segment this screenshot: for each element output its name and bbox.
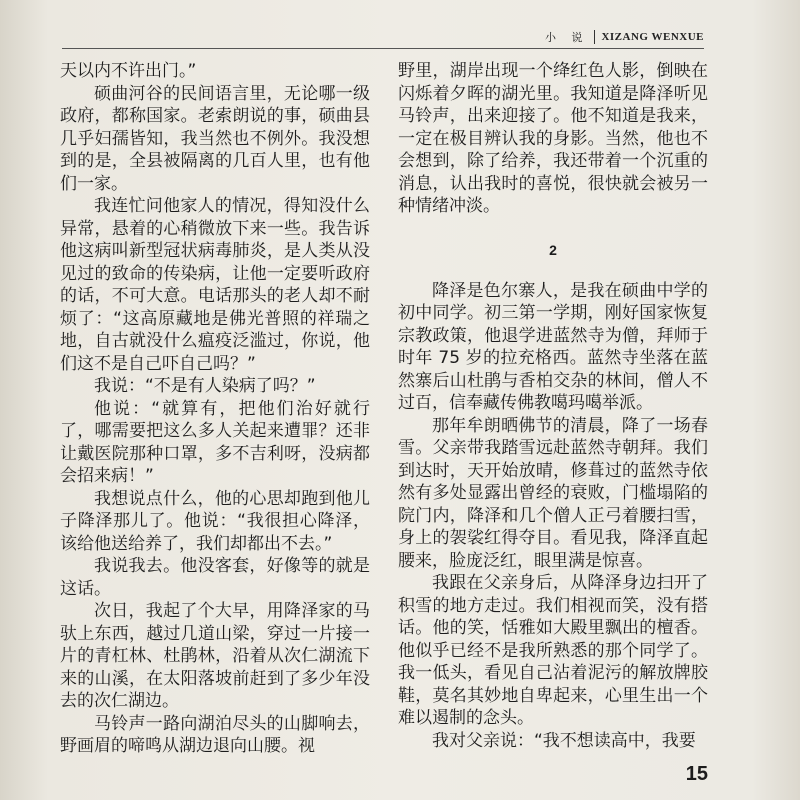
paragraph: 我对父亲说：“我不想读高中，我要	[432, 730, 696, 751]
paragraph: 降泽是色尔寨人，是我在硕曲中学的初中同学。初三第一学期，刚好国家恢复宗教政策，他退学进蓝然寺为僧，拜师于时年 75 岁的拉充格西。蓝然寺坐落在蓝然寨后山杜鹃与香柏交杂的林间，僧人不过百，信奉藏传佛教噶玛噶举派。	[398, 280, 708, 413]
paragraph: 天以内不许出门。”	[60, 61, 197, 81]
left-column	[60, 60, 370, 758]
paragraph: 我连忙问他家人的情况，得知没什么异常，悬着的心稍微放下来一些。我告诉他这病叫新型冠状病毒肺炎，是人类从没见过的致命的传染病，让他一定要听政府的话，不可大意。电话那头的老人却不耐烦了：“这高原藏地是佛光普照的祥瑞之地，自古就没什么瘟疫泛滥过，你说，他们这不是自己吓自己吗？”	[60, 196, 370, 374]
paragraph: 我想说点什么，他的心思却跑到他儿子降泽那儿了。他说：“我很担心降泽，该给他送给养了，我们却都出不去。”	[60, 488, 370, 554]
header-rule	[62, 48, 704, 49]
header-section-label: 小 说	[544, 31, 589, 44]
paragraph: 野里，湖岸出现一个绛红色人影，倒映在闪烁着夕晖的湖光里。我知道是降泽听见马铃声，出来迎接了。他不知道是我来，一定在极目辨认我的身影。当然，他也不会想到，除了给养，我还带着一个沉重的消息，认出我时的喜悦，很快就会被另一种情绪冲淡。	[398, 61, 708, 216]
right-column	[398, 60, 708, 752]
paragraph: 我说：“不是有人染病了吗？”	[94, 376, 316, 396]
header-divider	[594, 30, 595, 44]
paragraph: 马铃声一路向湖泊尽头的山脚响去，野画眉的啼鸣从湖边退向山腰。视	[60, 713, 370, 756]
header-magazine-title: XIZANG WENXUE	[601, 31, 704, 43]
paragraph: 硕曲河谷的民间语言里，无论哪一级政府，都称国家。老索朗说的事，硕曲县几乎妇孺皆知，我当然也不例外。我没想到的是，全县被隔离的几百人里，也有他们一家。	[60, 83, 370, 194]
paragraph: 我跟在父亲身后，从降泽身边扫开了积雪的地方走过。我们相视而笑，没有搭话。他的笑，恬雅如大殿里飘出的檀香。他似乎已经不是我所熟悉的那个同学了。我一低头，看见自己沾着泥污的解放牌胶鞋，莫名其妙地自卑起来，心里生出一个难以遏制的念头。	[398, 573, 708, 728]
section-number: 2	[549, 241, 557, 258]
paragraph: 次日，我起了个大早，用降泽家的马驮上东西，越过几道山梁，穿过一片接一片的青杠林、杜鹃林，沿着从次仁湖流下来的山溪，在太阳落坡前赶到了多少年没去的次仁湖边。	[60, 601, 370, 711]
paragraph: 那年牟朗晒佛节的清晨，降了一场春雪。父亲带我踏雪远赴蓝然寺朝拜。我们到达时，天开始放晴，修葺过的蓝然寺依然有多处显露出曾经的衰败，门槛塌陷的院门内，降泽和几个僧人正弓着腰扫雪，身上的袈裟红得夺目。看见我，降泽直起腰来，脸庞泛红，眼里满是惊喜。	[398, 415, 708, 571]
page-number: 15	[685, 763, 708, 785]
running-header	[545, 26, 704, 48]
paragraph: 他说：“就算有，把他们治好就行了，哪需要把这么多人关起来遭罪？还非让戴医院那种口罩，多不吉利呀，没病都会招来病！”	[60, 398, 370, 486]
paragraph: 我说我去。他没客套，好像等的就是这话。	[60, 556, 370, 599]
